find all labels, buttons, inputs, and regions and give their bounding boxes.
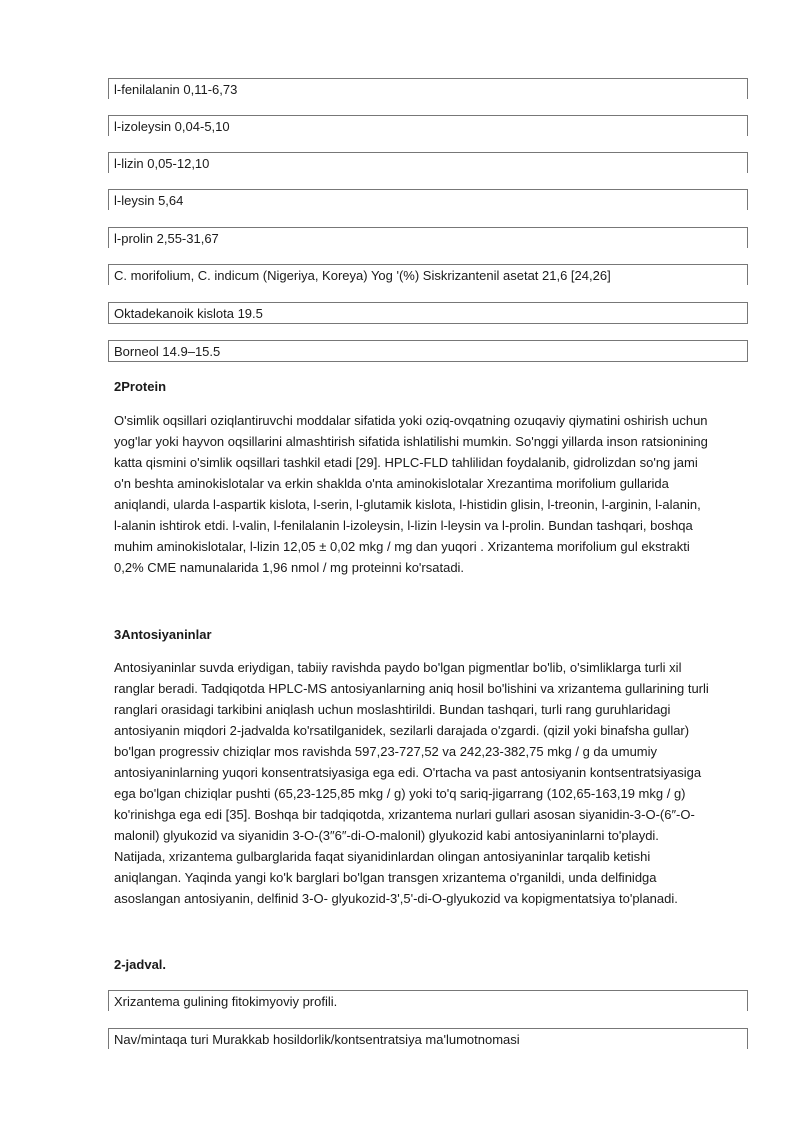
- text-line: Natijada, xrizantema gulbarglarida faqat siyanidinlardan olingan antosiyaninlar tarqalib ketishi: [114, 849, 651, 864]
- paragraph-antosiyanin: [114, 657, 750, 909]
- text-line: asoslangan antosiyanin, delfinid 3-O- glyukozid-3',5'-di-O-glyukozid va kopigmentatsiya to'planadi.: [114, 891, 678, 906]
- text-line: bo'lgan progressiv chiziqlar mos ravishda 597,23-727,52 va 242,23-382,75 mkg / g da umumiy: [114, 744, 658, 759]
- table-cell: Nav/mintaqa turi Murakkab hosildorlik/kontsentratsiya ma'lumotnomasi: [114, 1032, 520, 1047]
- table-cell: l-lizin 0,05-12,10: [114, 156, 210, 171]
- table-row: [108, 152, 748, 172]
- table-row: [108, 115, 748, 135]
- table-cell: Borneol 14.9–15.5: [114, 344, 221, 359]
- table-row: [108, 340, 748, 360]
- table-cell: l-izoleysin 0,04-5,10: [114, 119, 230, 134]
- table-row: [108, 227, 748, 247]
- text-line: aniqlandi, ularda l-aspartik kislota, l-serin, l-glutamik kislota, l-histidin glisin, l-treonin, l-arginin, l-alanin,: [114, 497, 701, 512]
- table-cell: C. morifolium, C. indicum (Nigeriya, Koreya) Yog '(%) Siskrizantenil asetat 21,6 [24,26]: [114, 268, 611, 283]
- text-line: 0,2% CME namunalarida 1,96 nmol / mg proteinni ko'rsatadi.: [114, 560, 465, 575]
- table-row: [108, 302, 748, 322]
- table-row: [108, 264, 748, 284]
- text-line: yog'lar yoki hayvon oqsillarini almashtirish sifatida ishlatilishi mumkin. So'nggi yillarda inson ratsionining: [114, 434, 708, 449]
- text-line: malonil) glyukozid va siyanidin 3-O-(3″6″-di-O-malonil) glyukozid kabi antosiyaninlarni to'playdi.: [114, 828, 659, 843]
- table-cell: l-prolin 2,55-31,67: [114, 231, 219, 246]
- text-line: katta qismini o'simlik oqsillari tashkil etadi [29]. HPLC-FLD tahlilidan foydalanib, gidrolizdan so'ng jami: [114, 455, 698, 470]
- text-line: ega bo'lgan chiziqlar pushti (65,23-125,85 mkg / g) yoki to'q sariq-jigarrang (102,65-163,19 mkg / g): [114, 786, 686, 801]
- text-line: ranglari orasidagi tarkibini aniqlash uchun moslashtirildi. Bundan tashqari, turli rang guruhlaridagi: [114, 702, 671, 717]
- text-line: aniqlangan. Yaqinda yangi ko'k barglari bo'lgan transgen xrizantema o'rganildi, unda delfinidga: [114, 870, 657, 885]
- table-caption: 2-jadval.: [114, 957, 167, 972]
- table-cell: l-fenilalanin 0,11-6,73: [114, 82, 238, 97]
- table-row: [108, 189, 748, 209]
- table-row: [108, 78, 748, 98]
- paragraph-protein: [114, 410, 750, 578]
- text-line: l-alanin ishtirok etdi. l-valin, l-fenilalanin l-izoleysin, l-lizin l-leysin va l-prolin. Bundan tashqari, boshqa: [114, 518, 693, 533]
- text-line: ranglar beradi. Tadqiqotda HPLC-MS antosiyanlarning aniq hosil bo'lishini va xrizantema gullarining turli: [114, 681, 709, 696]
- text-line: antosiyaninlarning yuqori konsentratsiyasiga ega edi. O'rtacha va past antosiyanin kontsentratsiyasiga: [114, 765, 702, 780]
- text-line: O'simlik oqsillari oziqlantiruvchi moddalar sifatida yoki oziq-ovqatning ozuqaviy qiymatini oshirish uchun: [114, 413, 708, 428]
- table-row: [108, 1028, 748, 1048]
- table-row: [108, 990, 748, 1010]
- text-line: o'n beshta aminokislotalar va erkin shaklda o'nta aminokislotalar Xrezantima morifolium gullarida: [114, 476, 669, 491]
- text-line: ko'rinishga ega edi [35]. Boshqa bir tadqiqotda, xrizantema nurlari gullari asosan siyanidin-3-O-(6″-O-: [114, 807, 695, 822]
- table-cell: Oktadekanoik kislota 19.5: [114, 306, 263, 321]
- section-heading: 3Antosiyaninlar: [114, 627, 212, 642]
- table-cell: l-leysin 5,64: [114, 193, 184, 208]
- text-line: muhim aminokislotalar, l-lizin 12,05 ± 0,02 mkg / mg dan yuqori . Xrizantema morifolium gul ekstrakti: [114, 539, 690, 554]
- table-cell: Xrizantema gulining fitokimyoviy profili.: [114, 994, 338, 1009]
- section-heading: 2Protein: [114, 379, 167, 394]
- text-line: antosiyanin miqdori 2-jadvalda ko'rsatilganidek, sezilarli darajada o'zgardi. (qizil yoki binafsha gullar): [114, 723, 690, 738]
- text-line: Antosiyaninlar suvda eriydigan, tabiiy ravishda paydo bo'lgan pigmentlar bo'lib, o'simliklarga turli xil: [114, 660, 682, 675]
